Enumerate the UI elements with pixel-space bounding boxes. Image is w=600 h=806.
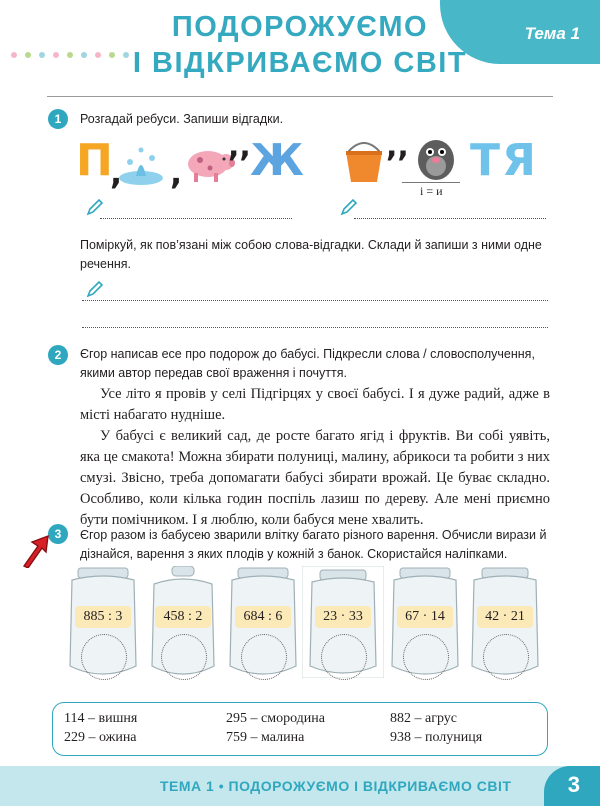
rebus-hint: і = и xyxy=(420,184,443,198)
jar xyxy=(302,566,384,683)
task-number: 1 xyxy=(48,109,68,129)
legend-item: 938 – полуниця xyxy=(390,730,483,745)
splash-icon xyxy=(116,140,166,193)
task1-instruction: Розгадай ребуси. Запиши відгадки. xyxy=(80,112,284,126)
task-number: 2 xyxy=(48,345,68,365)
pencil-icon xyxy=(86,280,104,298)
essay-paragraph: Усе літо я провів у селі Підгірцях у своєї бабусі. І я дуже радий, адже в місті набагато нудніше. xyxy=(80,386,550,423)
footer-topic: ТЕМА 1 • ПОДОРОЖУЄМО І ВІДКРИВАЄМО СВІТ xyxy=(160,778,512,794)
bucket-icon xyxy=(340,140,388,189)
jar-expression: 42 · 21 xyxy=(477,606,533,628)
topic-tab-label: Тема 1 xyxy=(524,24,580,43)
page-number: 3 xyxy=(567,772,580,797)
pencil-icon xyxy=(86,198,104,216)
jar-expression: 23 · 33 xyxy=(315,606,371,628)
rebus-comma: , xyxy=(170,154,183,192)
page-title-line1: ПОДОРОЖУЄМО xyxy=(171,11,429,43)
jar xyxy=(384,566,466,683)
answer-line[interactable] xyxy=(354,218,546,219)
divider xyxy=(47,96,553,97)
page-title-line2: І ВІДКРИВАЄМО СВІТ xyxy=(132,47,468,79)
essay-paragraph: У бабусі є великий сад, де росте багато ягід і фруктів. Ви собі уявіть, яка це смакота! Можна збирати полуниці, малину, абрикоси та робити з них смузі. Звісно, треба допомагати бабусі збирати врожай. Це буває складно. Особливо, коли кілька годин поспіль лазиш по дереву. Але мені приємно бути помічником. І я люблю, коли бабуся мене хвалить. xyxy=(80,428,550,528)
sticker-slot[interactable] xyxy=(321,634,367,680)
jar-expression: 458 : 2 xyxy=(155,606,211,628)
task2-instruction: Єгор написав есе про подорож до бабусі. Підкресли слова / словосполучення, якими автор передав свої враження і почуття. xyxy=(80,347,535,380)
rebus-letter-zh: Ж xyxy=(250,135,304,186)
jar-expression: 684 : 6 xyxy=(235,606,291,628)
sticker-slot[interactable] xyxy=(241,634,287,680)
legend-item: 229 – ожина xyxy=(64,730,137,745)
mole-icon xyxy=(410,130,462,187)
legend-item: 882 – агрус xyxy=(390,711,457,726)
rebus-letters-tya: ТЯ xyxy=(470,135,538,186)
rebus-marks: ,, xyxy=(228,129,251,164)
rebus-comma: , xyxy=(110,154,123,192)
task1-question: Поміркуй, як пов’язані між собою слова-відгадки. Склади й запиши з ними одне речення. xyxy=(80,238,542,271)
jar-expression: 885 : 3 xyxy=(75,606,131,628)
legend-item: 759 – малина xyxy=(226,730,305,745)
sticker-slot[interactable] xyxy=(483,634,529,680)
legend-item: 114 – вишня xyxy=(64,711,138,726)
red-arrow-icon xyxy=(18,532,52,573)
task-number: 3 xyxy=(48,524,68,544)
answer-line[interactable] xyxy=(82,300,548,301)
jar xyxy=(222,566,304,683)
sticker-slot[interactable] xyxy=(403,634,449,680)
sticker-slot[interactable] xyxy=(161,634,207,680)
pencil-icon xyxy=(340,198,358,216)
jar-expression: 67 · 14 xyxy=(397,606,453,628)
task3-instruction: Єгор разом із бабусею зварили влітку багато різного варення. Обчисли вирази й дізнайся, варення з яких плодів у кожній з банок. Скористайся наліпками. xyxy=(80,528,547,561)
hint-line xyxy=(402,182,460,183)
answer-line[interactable] xyxy=(82,327,548,328)
rebus-letter-p: П xyxy=(76,135,113,186)
rebus-marks: ,, xyxy=(386,129,409,164)
sticker-slot[interactable] xyxy=(81,634,127,680)
jar xyxy=(142,566,224,683)
answer-line[interactable] xyxy=(100,218,292,219)
jar xyxy=(464,566,546,683)
jar xyxy=(62,566,144,683)
legend-item: 295 – смородина xyxy=(226,711,325,726)
